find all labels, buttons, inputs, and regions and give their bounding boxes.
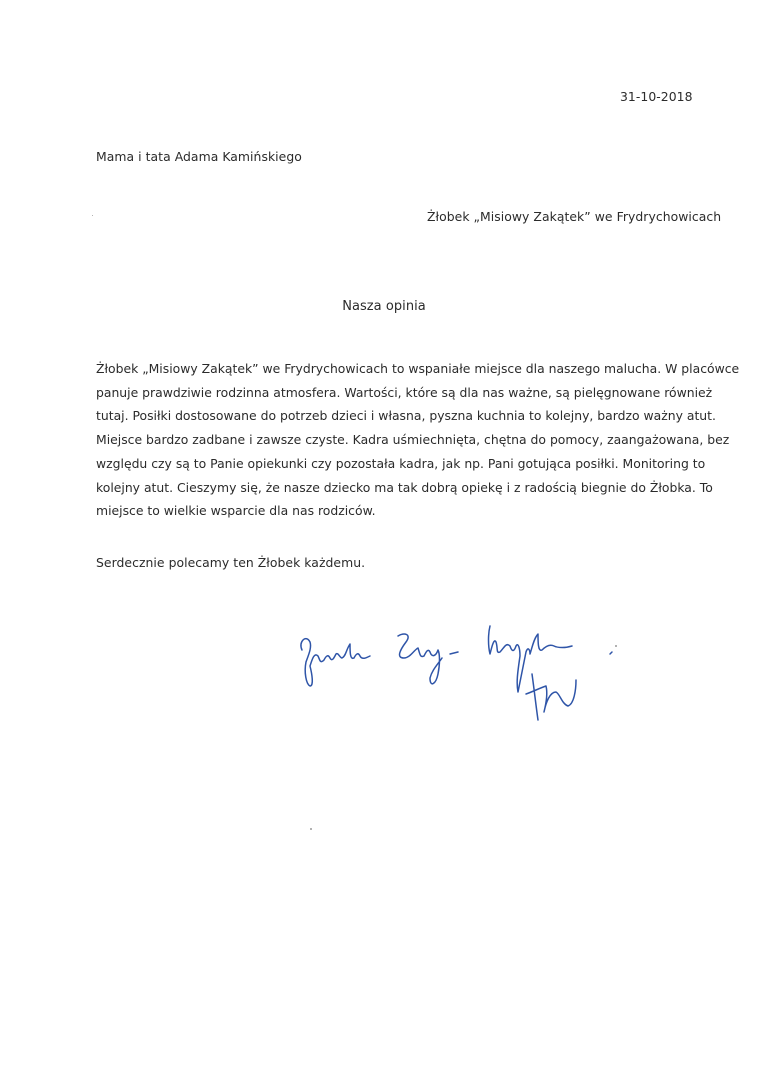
body-line: tutaj. Posiłki dostosowane do potrzeb dzieci i własna, pyszna kuchnia to kolejny, bardzo ważny atut. (96, 408, 716, 424)
scan-speck (310, 828, 312, 830)
signature-stroke (610, 652, 612, 654)
body-line: kolejny atut. Cieszymy się, że nasze dziecko ma tak dobrą opiekę i z radością biegnie do Żłobka. To (96, 479, 713, 495)
body-line: panuje prawdziwie rodzinna atmosfera. Wartości, które są dla nas ważne, są pielęgnowane również (96, 384, 713, 400)
body-line: miejsce to wielkie wsparcie dla nas rodziców. (96, 503, 376, 519)
letter-body (96, 357, 740, 523)
signature-stroke (301, 639, 370, 686)
letter-recipient: Żłobek „Misiowy Zakątek” we Frydrychowicach (427, 209, 722, 224)
signature-stroke (398, 634, 442, 684)
body-line: względu czy są to Panie opiekunki czy pozostała kadra, jak np. Pani gotująca posiłki. Monitoring to (96, 455, 706, 471)
letter-title: Nasza opinia (342, 299, 426, 314)
signature-stroke (526, 674, 576, 720)
letter-closing: Serdecznie polecamy ten Żłobek każdemu. (96, 555, 366, 570)
scan-speck (615, 645, 617, 647)
signature-stroke (489, 626, 573, 692)
letter-sender: Mama i tata Adama Kamińskiego (96, 149, 302, 164)
signature-stroke (450, 652, 458, 654)
letter-date: 31-10-2018 (620, 89, 693, 104)
scan-speck (92, 215, 93, 216)
handwritten-signature (280, 612, 640, 732)
body-line: Miejsce bardzo zadbane i zawsze czyste. Kadra uśmiechnięta, chętna do pomocy, zaangażowana, bez (96, 432, 730, 448)
body-line: Żłobek „Misiowy Zakątek” we Frydrychowicach to wspaniałe miejsce dla naszego malucha. W placówce (96, 361, 740, 376)
